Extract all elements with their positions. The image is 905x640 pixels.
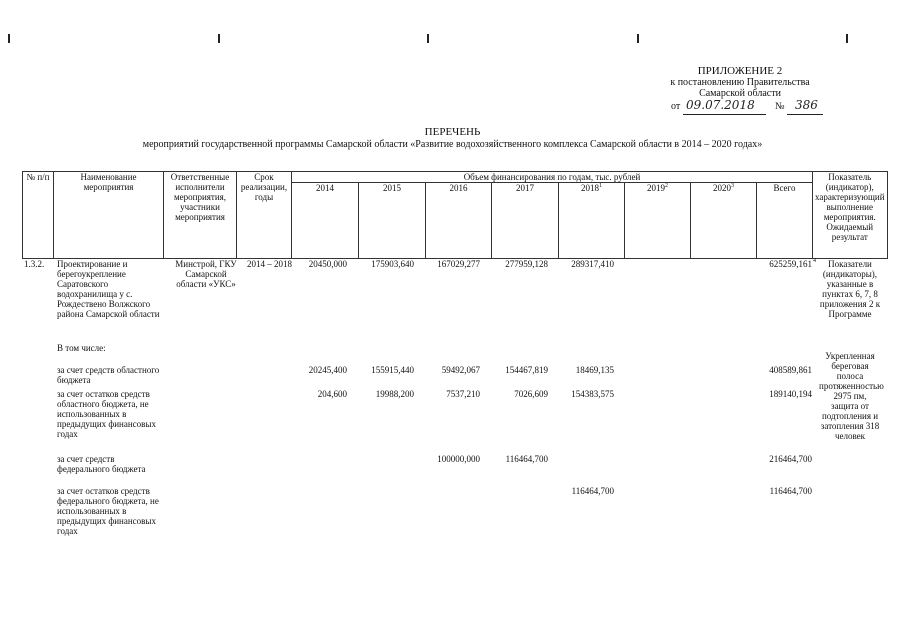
funding-value: 216464,700 <box>769 454 812 464</box>
funding-value: 167029,277 <box>437 259 480 269</box>
funding-value: 154467,819 <box>505 365 548 375</box>
from-label: от <box>671 101 681 112</box>
number-label: № <box>775 101 785 112</box>
funding-value: 154383,575 <box>571 389 614 399</box>
scan-mark <box>846 34 848 43</box>
footnote-mark: 4 <box>813 258 816 264</box>
scan-mark <box>427 34 429 43</box>
funding-value: 289317,410 <box>571 259 614 269</box>
footnote-mark: 2 <box>665 183 668 189</box>
funding-value: 7026,609 <box>514 389 548 399</box>
document-title: ПЕРЕЧЕНЬ <box>424 126 481 138</box>
header-year-label: 2014 <box>316 183 334 193</box>
header-year <box>426 183 492 259</box>
measure-name: Проектирование и берегоукрепление Саратовского водохранилища у с. Рождествено Волжского района Самарской области <box>57 259 160 319</box>
indicator-text: Показатели (индикаторы), указанные в пунктах 6, 7, 8 приложения 2 к Программе <box>819 259 881 319</box>
header-year <box>757 183 813 259</box>
document-subtitle: мероприятий государственной программы Самарской области «Развитие водохозяйственного комплекса Самарской области в 2014 – 2020 годах» <box>142 139 763 150</box>
header-year <box>292 183 359 259</box>
funding-value: 20245,400 <box>308 365 347 375</box>
header-year <box>625 183 691 259</box>
funding-value: 100000,000 <box>437 454 480 464</box>
funding-value: 155915,440 <box>371 365 414 375</box>
funding-source-label: за счет средств областного бюджета <box>57 365 160 385</box>
funding-value: 189140,194 <box>769 389 812 399</box>
number-underline <box>787 114 823 115</box>
header-year-label: 2016 <box>449 183 468 193</box>
funding-value: 277959,128 <box>505 259 548 269</box>
funding-source-label: за счет средств федерального бюджета <box>57 454 146 474</box>
row-number: 1.3.2. <box>24 259 45 269</box>
footnote-mark: 3 <box>731 183 734 189</box>
funding-source-label: за счет остатков средств федерального бюджета, не использованных в предыдущих финансовых годах <box>57 486 159 536</box>
including-label: В том числе: <box>57 343 106 353</box>
plan-table <box>22 171 888 259</box>
funding-value: 175903,640 <box>371 259 414 269</box>
funding-value: 59492,067 <box>441 365 480 375</box>
funding-value: 625259,161 <box>769 259 812 269</box>
header-financing: Объем финансирования по годам, тыс. рублей <box>292 172 813 183</box>
scan-mark <box>637 34 639 43</box>
funding-value: 116464,700 <box>769 486 812 496</box>
header-year <box>691 183 757 259</box>
funding-value: 20450,000 <box>308 259 347 269</box>
header-year <box>559 183 625 259</box>
funding-value: 204,600 <box>317 389 347 399</box>
header-year <box>359 183 426 259</box>
scan-mark <box>218 34 220 43</box>
funding-value: 18469,135 <box>575 365 614 375</box>
header-year-label: Всего <box>773 183 796 193</box>
header-year-label: 2017 <box>516 183 534 193</box>
header-year-label: 2018 <box>581 183 599 193</box>
funding-value: 19988,200 <box>375 389 414 399</box>
funding-value: 7537,210 <box>446 389 480 399</box>
scan-mark <box>8 34 10 43</box>
appendix-block <box>640 66 840 99</box>
date-underline <box>683 114 766 115</box>
implementation-term: 2014 – 2018 <box>247 259 292 269</box>
header-year <box>492 183 559 259</box>
header-name: Наименование мероприятия <box>54 172 164 259</box>
responsible-executors: Минстрой, ГКУ Самарской области «УКС» <box>175 259 237 289</box>
footnote-mark: 1 <box>599 183 602 189</box>
appendix-line1: к постановлению Правительства <box>670 77 810 88</box>
header-year-label: 2019 <box>647 183 665 193</box>
expected-result-text: Укрепленная береговая полоса протяженностью 2975 пм, защита от подтопления и затопления 318 человек <box>819 351 884 441</box>
funding-value: 116464,700 <box>505 454 548 464</box>
handwritten-date: 09.07.2018 <box>686 98 755 112</box>
funding-source-label: за счет остатков средств областного бюджета, не использованных в предыдущих финансовых годах <box>57 389 156 439</box>
header-indicator: Показатель (индикатор), характеризующий выполнение мероприятия. Ожидаемый результат <box>813 172 888 259</box>
header-year-label: 2015 <box>383 183 401 193</box>
handwritten-number: 386 <box>795 98 818 112</box>
appendix-title: ПРИЛОЖЕНИЕ 2 <box>697 65 783 77</box>
appendix-line2: Самарской области <box>699 88 781 99</box>
funding-value: 408589,861 <box>769 365 812 375</box>
header-executors: Ответственные исполнители мероприятия, участники мероприятия <box>164 172 237 259</box>
header-num: № п/п <box>23 172 54 259</box>
funding-value: 116464,700 <box>571 486 614 496</box>
header-term: Срок реализации, годы <box>237 172 292 259</box>
header-year-label: 2020 <box>713 183 731 193</box>
